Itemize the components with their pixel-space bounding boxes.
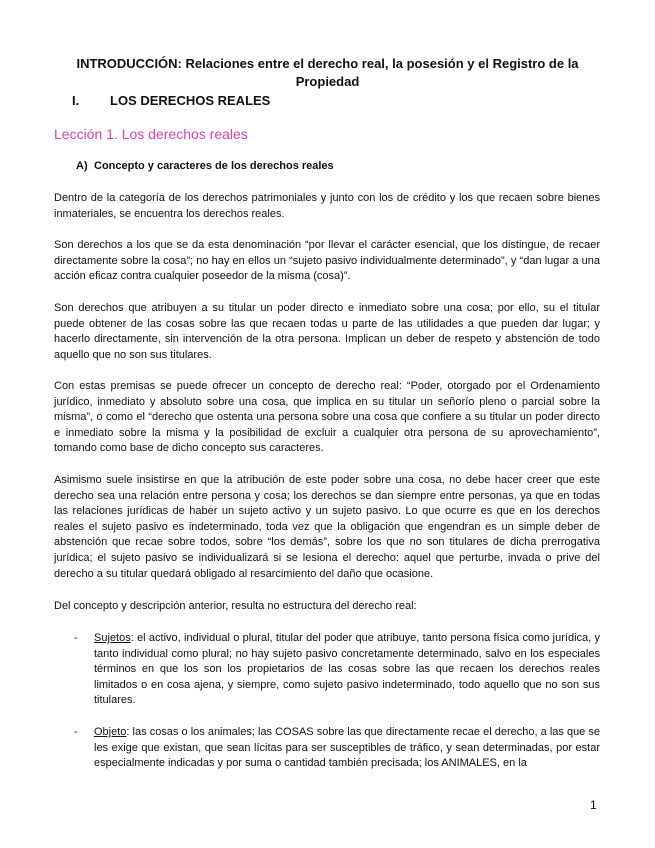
- document-title: INTRODUCCIÓN: Relaciones entre el derecho real, la posesión y el Registro de la Propiedad: [76, 56, 579, 89]
- lesson-heading: Lección 1. Los derechos reales: [54, 126, 248, 142]
- paragraph: Son derechos a los que se da esta denominación “por llevar el carácter esencial, que los distingue, de recaer directamente sobre la cosa”; no hay en ellos un “sujeto pasivo individualmente determinado”, y “dan lugar a una acción eficaz contra cualquier poseedor de la misma (cosa)”.: [54, 239, 600, 283]
- list-text: : las cosas o los animales; las COSAS sobre las que directamente recae el derecho, a las que se les exige que existan, que sean lícitas para ser susceptibles de tráfico, y sean determinadas, por estar especialmente indicadas y por suma o cantidad también precisada; los ANIMALES, en la: [94, 726, 600, 770]
- list-dash: -: [74, 632, 78, 644]
- paragraph: Del concepto y descripción anterior, resulta no estructura del derecho real:: [54, 600, 417, 612]
- list-term: Objeto: [94, 726, 127, 738]
- list-text: : el activo, individual o plural, titular del poder que atribuye, tanto persona física como jurídica, y tanto individual como plural; no hay sujeto pasivo concretamente determinado, salvo en los especiales términos en que los son los propietarios de las cosas sobre las que recaen los derechos reales limitados o en cosa ajena, y siempre, como sujeto pasivo indeterminado, todo aquello que no son sus titulares.: [94, 632, 600, 707]
- paragraph: Son derechos que atribuyen a su titular un poder directo e inmediato sobre una cosa; por ello, su el titular puede obtener de las cosas sobre las que recaen todas u parte de las utilidades a que pueden dar lugar; y hacerlo directamente, sin intervención de la otra persona. Implican un deber de respeto y abstención de todo aquello que no son sus titulares.: [54, 302, 600, 361]
- list-item: [74, 631, 600, 709]
- subsection-label: Concepto y caracteres de los derechos reales: [94, 160, 334, 172]
- list-item: [74, 725, 600, 772]
- subsection-letter: A): [76, 160, 88, 172]
- list-item-body: [94, 631, 600, 709]
- paragraph: Con estas premisas se puede ofrecer un concepto de derecho real: “Poder, otorgado por el Ordenamiento jurídico, inmediato y absoluto sobre una cosa, que implica en su titular un señorío pleno o parcial sobre la misma”, o como el “derecho que ostenta una persona sobre una cosa que confiere a su titular un poder directo e inmediato sobre la misma y la posibilidad de excluir a cualquier otra persona de su aprovechamiento”, tomando como base de dicho concepto sus caracteres.: [54, 380, 600, 455]
- list-term: Sujetos: [94, 632, 131, 644]
- subsection-heading: [76, 160, 334, 172]
- list-item-body: [94, 725, 600, 772]
- section-number: I.: [72, 93, 80, 108]
- paragraph: Asimismo suele insistirse en que la atribución de este poder sobre una cosa, no debe hacer creer que este derecho sea una relación entre persona y cosa; los derechos se dan siempre entre personas, ya que en todas las relaciones jurídicas de haber un sujeto activo y un sujeto pasivo. Lo que ocurre es que en los derechos reales el sujeto pasivo es indeterminado, toda vez que la obligación que engendran es un simple deber de abstención que recae sobre todos, sobre “los demás”, sobre los que no son titulares de dicha prerrogativa jurídica; el sujeto pasivo se individualizará si se lesiona el derecho: aquel que perturbe, invada o prive del derecho a su titular quedará obligado al resarcimiento del daño que ocasione.: [54, 474, 600, 580]
- page-number: 1: [590, 798, 597, 812]
- list-dash: -: [74, 726, 78, 738]
- section-label: LOS DERECHOS REALES: [110, 93, 271, 108]
- paragraph: Dentro de la categoría de los derechos patrimoniales y junto con los de crédito y los que recaen sobre bienes inmateriales, se encuentra los derechos reales.: [54, 192, 600, 220]
- section-heading: [72, 93, 270, 108]
